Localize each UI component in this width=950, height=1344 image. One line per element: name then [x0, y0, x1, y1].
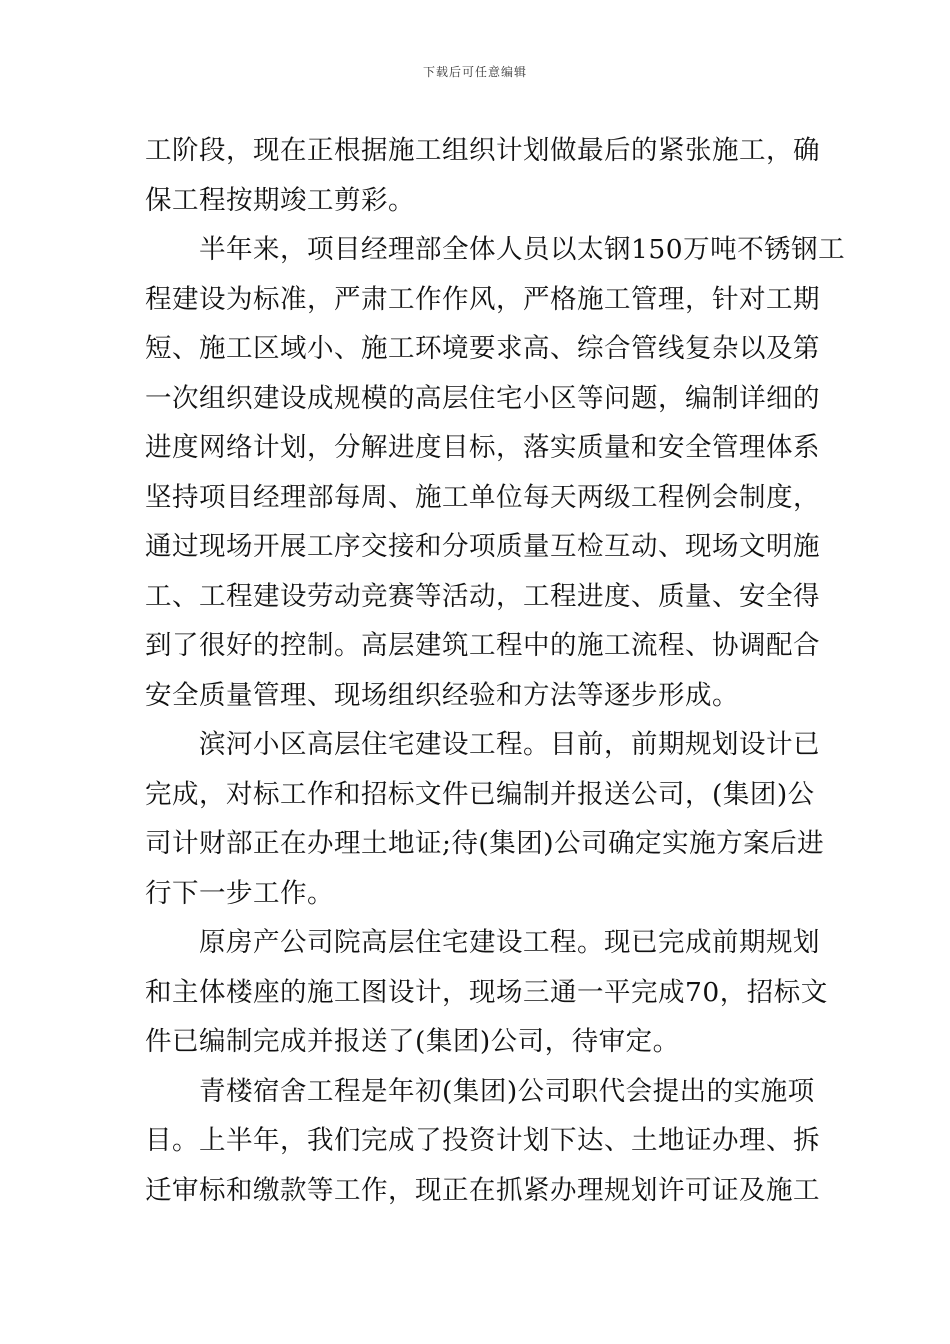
text-line: 安全质量管理、现场组织经验和方法等逐步形成。 [145, 679, 739, 711]
text-line: 和主体楼座的施工图设计，现场三通一平完成70，招标文 [145, 976, 828, 1008]
text-line: 短、施工区域小、施工环境要求高、综合管线复杂以及第 [145, 333, 820, 364]
text-line: 进度网络计划，分解进度目标，落实质量和安全管理体系 [145, 432, 820, 463]
text-line: 程建设为标准，严肃工作作风，严格施工管理，针对工期 [145, 283, 820, 315]
text-line: 工阶段，现在正根据施工组织计划做最后的紧张施工，确 [145, 135, 820, 166]
text-line: 保工程按期竣工剪彩。 [145, 184, 415, 216]
page-header: 下载后可任意编辑 [422, 65, 527, 79]
text-line: 司计财部正在办理土地证;待(集团)公司确定实施方案后进 [145, 828, 825, 859]
document-body [145, 126, 846, 1215]
text-line: 青楼宿舍工程是年初(集团)公司职代会提出的实施项 [199, 1075, 815, 1107]
text-line: 到了很好的控制。高层建筑工程中的施工流程、协调配合 [145, 630, 820, 661]
text-line: 半年来，项目经理部全体人员以太钢150万吨不锈钢工 [199, 234, 846, 265]
text-line: 原房产公司院高层住宅建设工程。现已完成前期规划 [199, 927, 820, 958]
text-line: 通过现场开展工序交接和分项质量互检互动、现场文明施 [145, 531, 820, 562]
text-line: 工、工程建设劳动竞赛等活动，工程进度、质量、安全得 [145, 580, 820, 612]
text-line: 行下一步工作。 [145, 877, 334, 909]
text-line: 滨河小区高层住宅建设工程。目前，前期规划设计已 [199, 729, 820, 760]
text-line: 件已编制完成并报送了(集团)公司，待审定。 [145, 1026, 680, 1057]
text-line: 迁审标和缴款等工作，现正在抓紧办理规划许可证及施工 [145, 1174, 820, 1206]
text-line: 一次组织建设成规模的高层住宅小区等问题，编制详细的 [145, 382, 820, 414]
text-line: 完成，对标工作和招标文件已编制并报送公司，(集团)公 [145, 778, 815, 810]
text-line: 坚持项目经理部每周、施工单位每天两级工程例会制度， [145, 481, 820, 513]
text-line: 目。上半年，我们完成了投资计划下达、土地证办理、拆 [145, 1125, 820, 1156]
